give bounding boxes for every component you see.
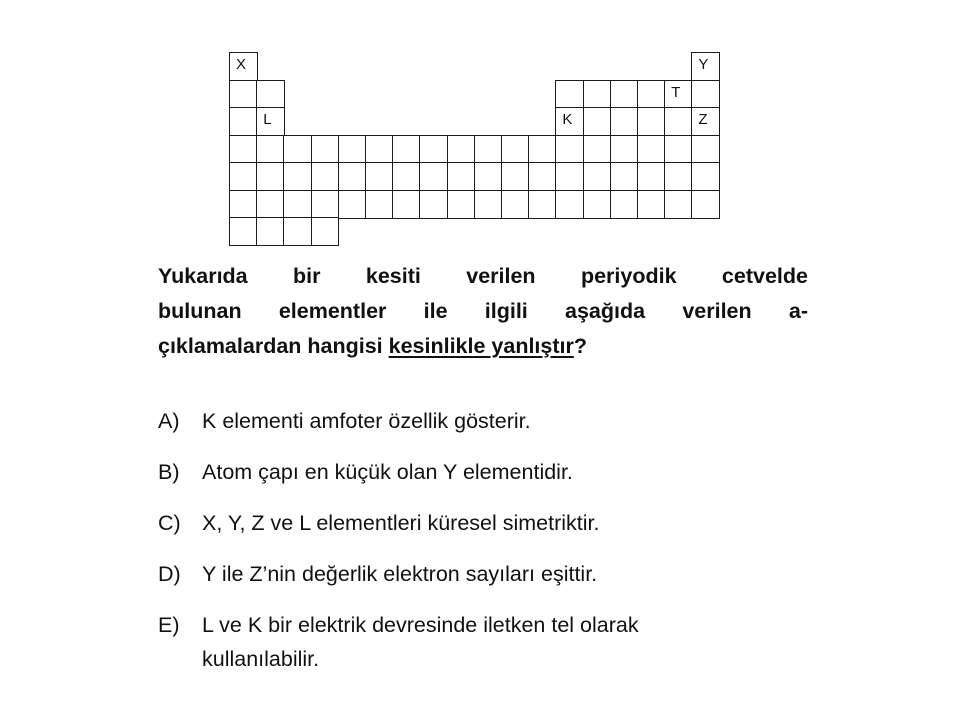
table-cell: [283, 135, 312, 164]
element-cell-y: [691, 52, 720, 81]
question-line-3-suffix: ?: [573, 334, 588, 358]
table-cell: [637, 190, 666, 219]
table-cell: [311, 135, 340, 164]
table-cell: [555, 135, 584, 164]
element-label: L: [263, 111, 272, 128]
option-e: [158, 609, 639, 671]
table-cell: [256, 190, 285, 219]
element-cell-x: [229, 52, 258, 81]
table-cell: [365, 162, 394, 191]
table-cell: [664, 190, 693, 219]
element-cell-z: [691, 107, 720, 136]
table-cell: [610, 135, 639, 164]
table-cell: [610, 107, 639, 136]
table-cell: [256, 162, 285, 191]
question-line-2: bulunan elementler ile ilgili aşağıda verilen a-: [158, 299, 808, 323]
table-cell: [610, 190, 639, 219]
table-cell: [229, 107, 258, 136]
table-cell: [338, 162, 367, 191]
table-cell: [610, 80, 639, 109]
table-cell: [474, 135, 503, 164]
option-c: [158, 507, 600, 540]
table-cell: [637, 107, 666, 136]
table-cell: [447, 135, 476, 164]
table-cell: [229, 162, 258, 191]
element-label: K: [562, 111, 573, 128]
table-cell: [283, 190, 312, 219]
question-line-1: Yukarıda bir kesiti verilen periyodik cetvelde: [158, 264, 808, 288]
table-cell: [501, 162, 530, 191]
table-cell: [474, 190, 503, 219]
table-cell: [555, 80, 584, 109]
table-cell: [229, 217, 258, 246]
table-cell: [447, 162, 476, 191]
table-cell: [637, 80, 666, 109]
element-label: Y: [698, 56, 709, 73]
table-cell: [419, 135, 448, 164]
option-text: L ve K bir elektrik devresinde iletken tel olarak: [202, 613, 639, 637]
table-cell: [555, 162, 584, 191]
table-cell: [392, 162, 421, 191]
table-cell: [528, 190, 557, 219]
table-cell: [637, 162, 666, 191]
table-cell: [691, 190, 720, 219]
table-cell: [691, 135, 720, 164]
option-text: Y ile Z’nin değerlik elektron sayıları eşittir.: [202, 562, 598, 586]
table-cell: [583, 107, 612, 136]
question-text: [158, 259, 808, 364]
table-cell: [338, 135, 367, 164]
element-cell-l: [256, 107, 285, 136]
element-cell-t: [664, 80, 693, 109]
table-cell: [610, 162, 639, 191]
table-cell: [419, 190, 448, 219]
option-text: K elementi amfoter özellik gösterir.: [202, 409, 531, 433]
table-cell: [338, 190, 367, 219]
table-cell: [474, 162, 503, 191]
element-cell-k: [555, 107, 584, 136]
table-cell: [583, 162, 612, 191]
table-cell: [691, 80, 720, 109]
option-a: [158, 405, 531, 438]
option-text: Atom çapı en küçük olan Y elementidir.: [202, 460, 573, 484]
table-cell: [501, 135, 530, 164]
table-cell: [256, 135, 285, 164]
question-emphasis: kesinlikle yanlıştır: [388, 334, 574, 358]
table-cell: [311, 190, 340, 219]
table-cell: [664, 107, 693, 136]
table-cell: [691, 162, 720, 191]
table-cell: [664, 162, 693, 191]
option-letter: D): [158, 562, 181, 586]
table-cell: [555, 190, 584, 219]
table-cell: [583, 190, 612, 219]
element-label: T: [671, 83, 681, 101]
table-cell: [256, 80, 285, 109]
table-cell: [229, 80, 258, 109]
table-cell: [256, 217, 285, 246]
table-cell: [447, 190, 476, 219]
table-cell: [283, 162, 312, 191]
option-letter: B): [158, 460, 180, 484]
table-cell: [637, 135, 666, 164]
option-letter: C): [158, 511, 181, 535]
table-cell: [365, 135, 394, 164]
table-cell: [283, 217, 312, 246]
table-cell: [528, 162, 557, 191]
table-cell: [392, 190, 421, 219]
element-label: Z: [698, 111, 708, 128]
table-cell: [229, 135, 258, 164]
table-cell: [311, 217, 340, 246]
table-cell: [365, 190, 394, 219]
element-label: X: [236, 56, 247, 73]
question-line-3: [158, 329, 808, 364]
table-cell: [419, 162, 448, 191]
question-line-3-prefix: çıklamalardan hangisi: [158, 334, 389, 358]
option-text: X, Y, Z ve L elementleri küresel simetriktir.: [202, 511, 600, 535]
table-cell: [664, 135, 693, 164]
table-cell: [583, 135, 612, 164]
table-cell: [501, 190, 530, 219]
option-d: [158, 558, 597, 591]
table-cell: [311, 162, 340, 191]
periodic-table-section: [0, 0, 960, 250]
option-letter: E): [158, 613, 180, 637]
table-cell: [528, 135, 557, 164]
option-letter: A): [158, 409, 180, 433]
option-b: [158, 456, 573, 489]
table-cell: [583, 80, 612, 109]
table-cell: [229, 190, 258, 219]
option-text-continued: kullanılabilir.: [202, 647, 320, 671]
table-cell: [392, 135, 421, 164]
